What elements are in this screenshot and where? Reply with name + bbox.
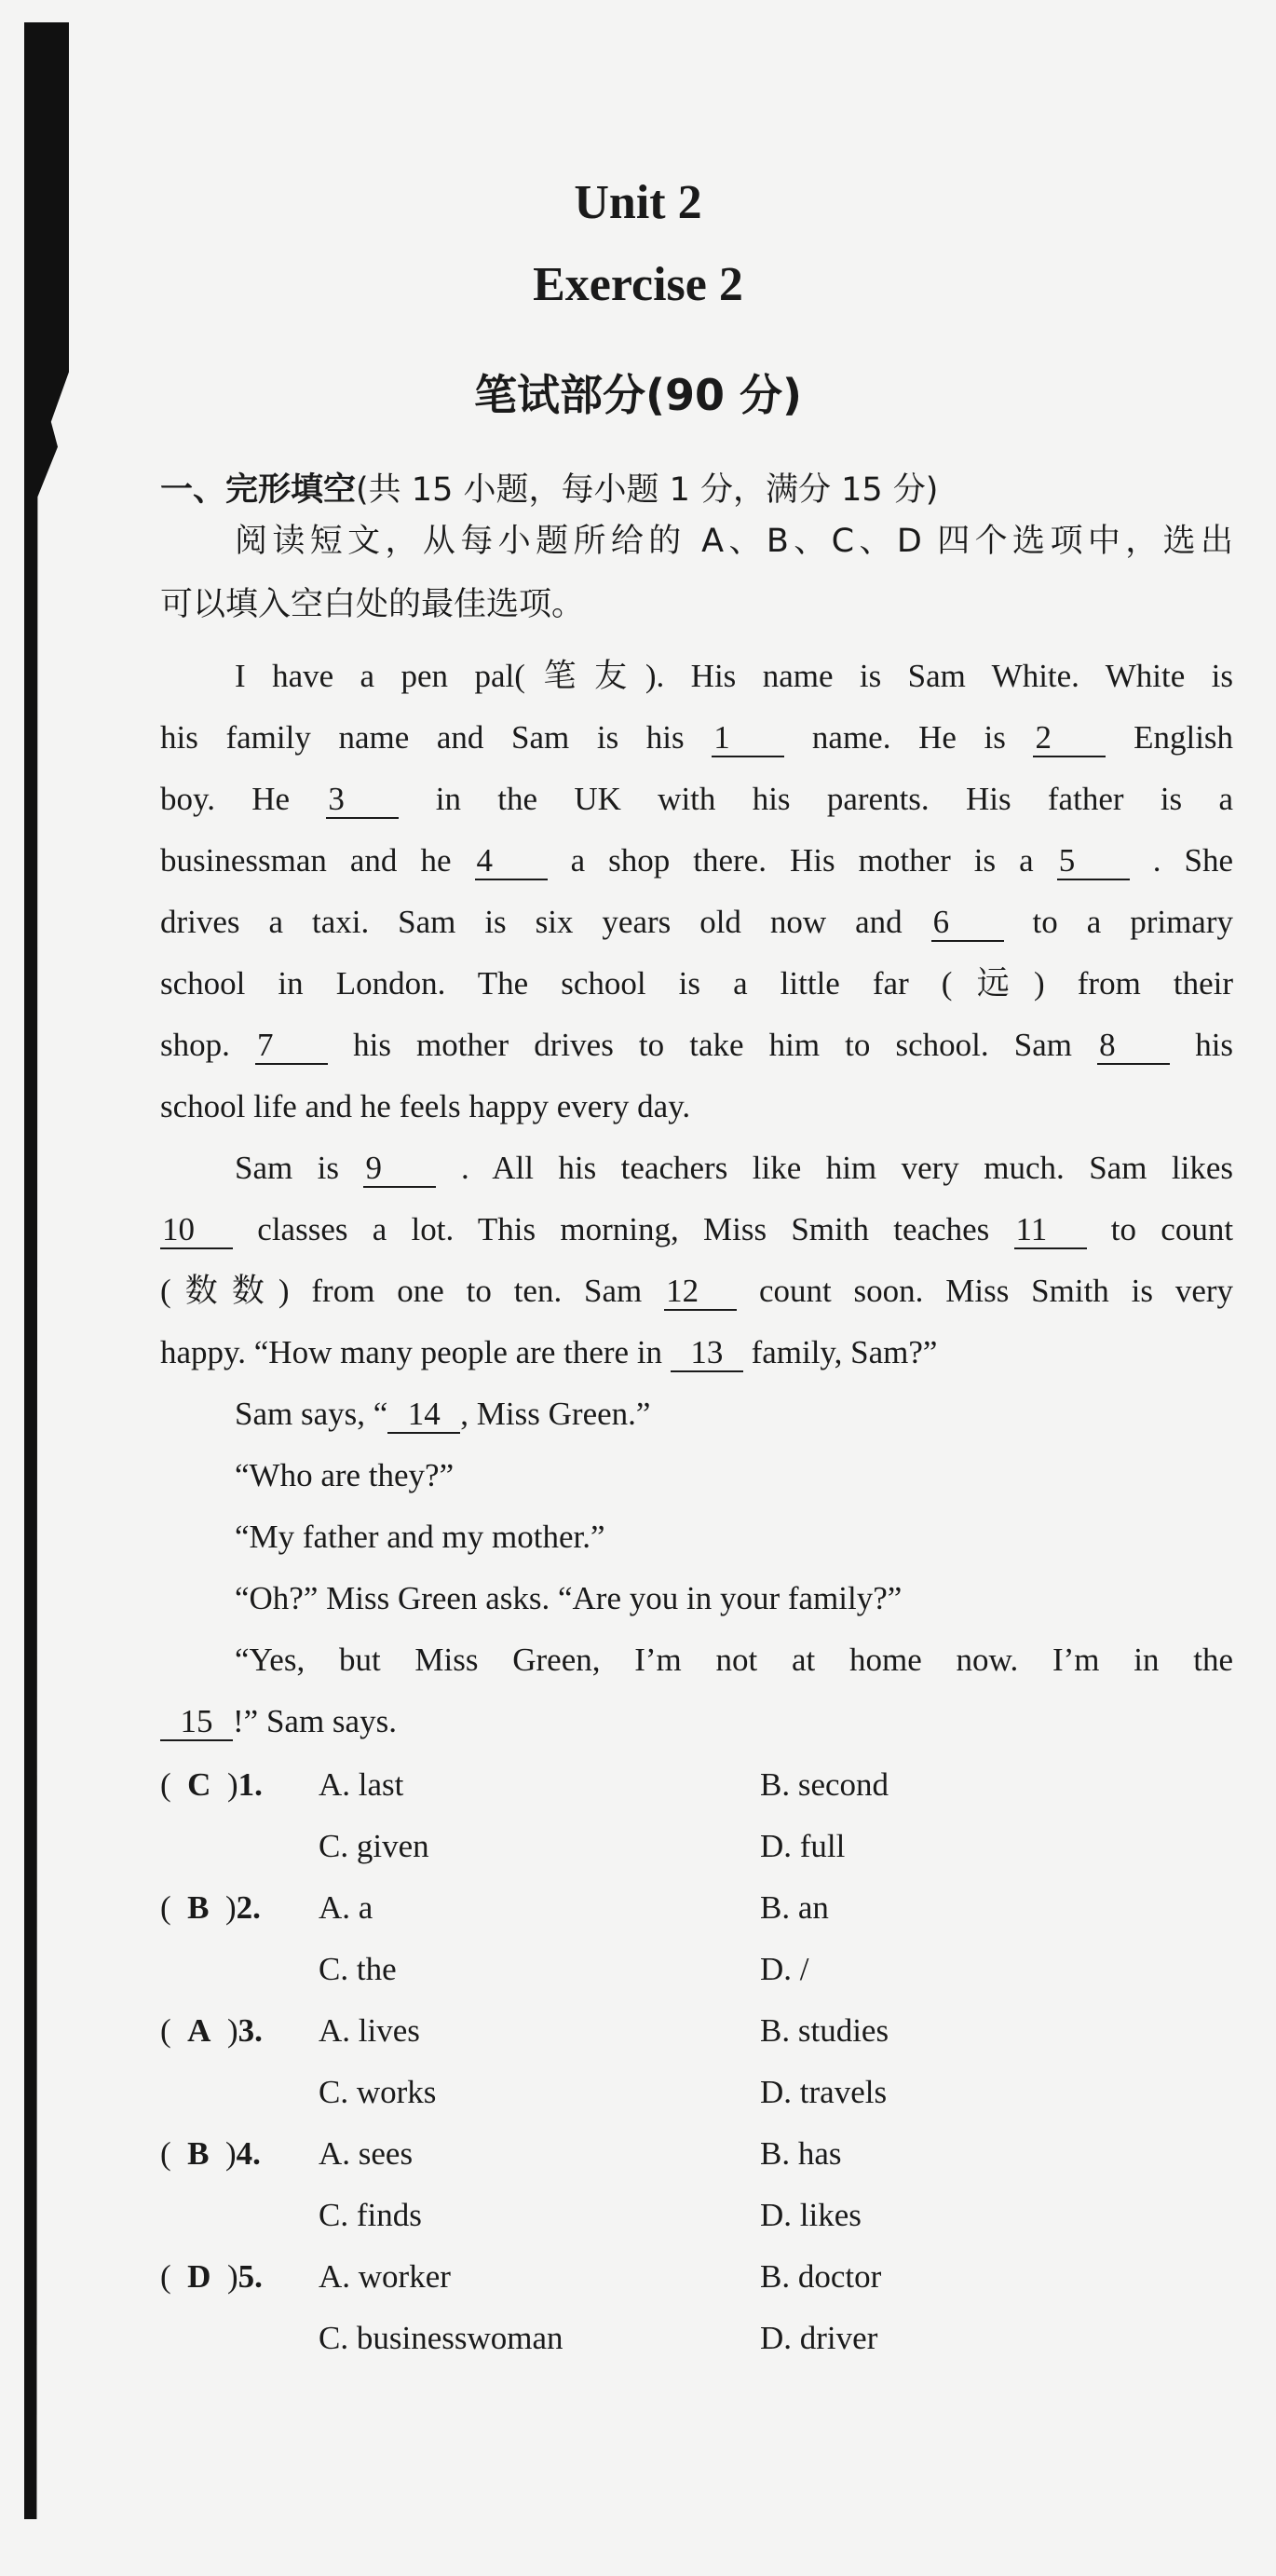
option-b[interactable]: B. an: [760, 1889, 829, 1926]
option-b[interactable]: B. studies: [760, 2012, 889, 2049]
part-title: 笔试部分(90 分): [473, 370, 803, 420]
question-number: 5.: [238, 2258, 263, 2295]
option-d[interactable]: D. travels: [760, 2074, 888, 2110]
passage-line-3: boy. He 3 in the UK with his parents. His father is a: [160, 781, 1233, 817]
exercise-title: Exercise 2: [533, 258, 743, 311]
blank-13: 13: [671, 1336, 743, 1372]
option-c[interactable]: C. the: [319, 1951, 397, 1987]
blank-14: 14: [387, 1397, 460, 1434]
option-a[interactable]: A. lives: [319, 2012, 420, 2049]
instruction-line-1: 阅读短文，从每小题所给的 A、B、C、D 四个选项中，选出: [235, 523, 1233, 560]
blank-11: 11: [1014, 1213, 1087, 1249]
answer-letter: D: [187, 2258, 211, 2295]
instruction-line-2: 可以填入空白处的最佳选项。: [160, 586, 585, 623]
option-b[interactable]: B. second: [760, 1766, 889, 1803]
blank-12: 12: [664, 1274, 737, 1311]
question-number: 1.: [238, 1766, 263, 1803]
answer-letter: A: [187, 2012, 211, 2049]
passage-line-10: 10 classes a lot. This morning, Miss Smith teaches 11 to count: [162, 1211, 1234, 1247]
answer-bracket: ( B )4.: [160, 2135, 261, 2172]
blank-10: 10: [160, 1213, 233, 1249]
passage-line-9: Sam is 9 . All his teachers like him very much. Sam likes: [235, 1150, 1233, 1186]
option-a[interactable]: A. last: [319, 1766, 404, 1803]
blank-1: 1: [712, 721, 784, 757]
blank-9: 9: [363, 1152, 436, 1188]
passage-line-17: “Yes, but Miss Green, I’m not at home now. I’m in the: [235, 1642, 1233, 1678]
option-d[interactable]: D. /: [760, 1951, 809, 1987]
option-a[interactable]: A. sees: [319, 2135, 414, 2172]
passage-line-18: 15 !” Sam says.: [160, 1705, 397, 1741]
passage-line-4: businessman and he 4 a shop there. His mother is a 5 . She: [160, 842, 1234, 879]
section-scoring: (共 15 小题，每小题 1 分，满分 15 分): [356, 471, 939, 509]
option-d[interactable]: D. likes: [760, 2197, 862, 2233]
option-c[interactable]: C. businesswoman: [319, 2320, 563, 2356]
option-a[interactable]: A. a: [319, 1889, 373, 1926]
option-c[interactable]: C. works: [319, 2074, 437, 2110]
unit-title: Unit 2: [574, 176, 702, 229]
question-number: 2.: [236, 1889, 261, 1926]
blank-2: 2: [1033, 721, 1106, 757]
passage-line-8: school life and he feels happy every day.: [160, 1088, 691, 1124]
passage-line-2: his family name and Sam is his 1 name. He is 2 English: [160, 719, 1234, 756]
option-c[interactable]: C. given: [319, 1828, 429, 1864]
blank-5: 5: [1057, 844, 1130, 880]
passage-line-14: “Who are they?”: [235, 1457, 455, 1493]
section-heading: [160, 464, 938, 511]
answer-letter: B: [187, 1889, 210, 1926]
passage-line-15: “My father and my mother.”: [235, 1519, 605, 1555]
passage-line-13: Sam says, “ 14 , Miss Green.”: [235, 1396, 651, 1432]
passage-line-16: “Oh?” Miss Green asks. “Are you in your family?”: [235, 1580, 903, 1616]
answer-bracket: ( C )1.: [160, 1766, 263, 1803]
option-a[interactable]: A. worker: [319, 2258, 451, 2295]
passage-line-6: school in London. The school is a little far (远) from their: [160, 965, 1233, 1002]
question-number: 4.: [236, 2135, 261, 2172]
blank-4: 4: [475, 844, 548, 880]
passage-line-11: (数数) from one to ten. Sam 12 count soon. Miss Smith is very: [160, 1273, 1234, 1309]
answer-letter: B: [187, 2135, 210, 2172]
option-d[interactable]: D. driver: [760, 2320, 878, 2356]
answer-letter: C: [187, 1766, 211, 1803]
passage-line-7: shop. 7 his mother drives to take him to school. Sam 8 his: [160, 1027, 1234, 1063]
option-b[interactable]: B. has: [760, 2135, 842, 2172]
passage-line-12: happy. “How many people are there in 13 family, Sam?”: [160, 1334, 938, 1370]
answer-bracket: ( A )3.: [160, 2012, 263, 2049]
option-b[interactable]: B. doctor: [760, 2258, 882, 2295]
blank-6: 6: [931, 906, 1004, 942]
section-name: 完形填空: [225, 471, 357, 509]
passage-line-1: I have a pen pal(笔友). His name is Sam White. White is: [235, 658, 1233, 694]
option-d[interactable]: D. full: [760, 1828, 846, 1864]
answer-bracket: ( D )5.: [160, 2258, 263, 2295]
blank-8: 8: [1097, 1029, 1170, 1065]
blank-7: 7: [255, 1029, 328, 1065]
answer-bracket: ( B )2.: [160, 1889, 261, 1926]
passage-line-5: drives a taxi. Sam is six years old now and 6 to a primary: [160, 904, 1233, 940]
option-c[interactable]: C. finds: [319, 2197, 422, 2233]
section-number: 一、: [160, 471, 226, 509]
blank-15: 15: [160, 1705, 233, 1741]
question-number: 3.: [238, 2012, 263, 2049]
blank-3: 3: [326, 783, 399, 819]
